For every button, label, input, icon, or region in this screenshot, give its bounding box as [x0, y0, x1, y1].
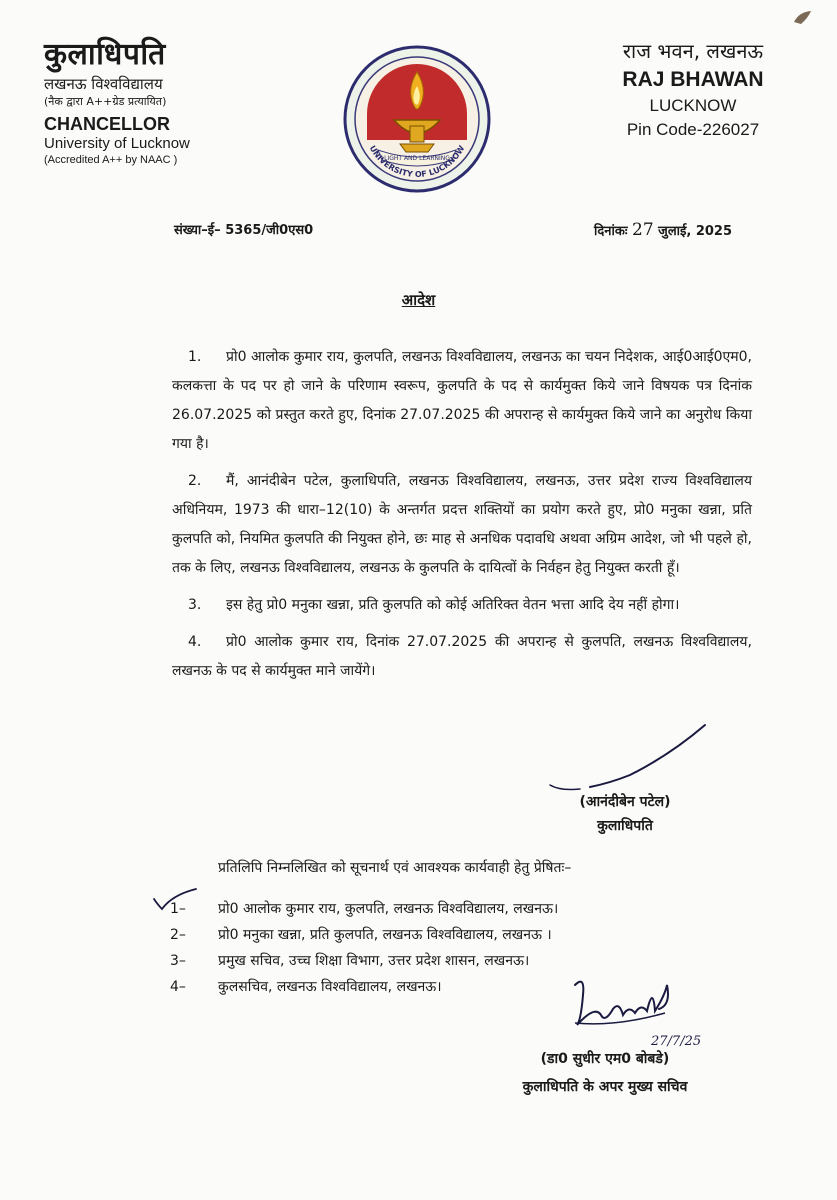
paragraph [172, 343, 752, 459]
paragraph-number: 3. [188, 597, 202, 613]
letterhead-left [44, 38, 224, 168]
list-item-text: प्रमुख सचिव, उच्च शिक्षा विभाग, उत्तर प्रदेश शासन, लखनऊ। [218, 953, 530, 969]
raj-bhawan-en: RAJ BHAWAN [622, 68, 764, 91]
list-item-number: 4– [170, 979, 186, 995]
list-item-text: प्रो0 आलोक कुमार राय, कुलपति, लखनऊ विश्वविद्यालय, लखनऊ। [218, 901, 559, 917]
paragraph [172, 628, 752, 686]
copy-list [170, 896, 558, 1000]
reference-date [594, 220, 732, 240]
date-day: 27 [632, 220, 654, 240]
order-body [172, 343, 752, 694]
accreditation-hi: (नैक द्वारा A++ग्रेड प्रत्यायित) [44, 95, 167, 108]
order-title: आदेश [401, 291, 436, 309]
pin-code: Pin Code-226027 [626, 120, 760, 139]
paragraph-text: इस हेतु प्रो0 मनुका खन्ना, प्रति कुलपति को कोई अतिरिक्त वेतन भत्ता आदि देय नहीं होगा। [226, 597, 680, 613]
date-month-year: जुलाई, 2025 [658, 224, 733, 239]
accreditation-en: (Accredited A++ by NAAC ) [44, 154, 178, 166]
paragraph [172, 467, 752, 583]
signatory-2-block [470, 1045, 740, 1101]
paragraph-text: प्रो0 आलोक कुमार राय, कुलपति, लखनऊ विश्वविद्यालय, लखनऊ का चयन निदेशक, आई0आई0एम0, कलकत्ता के पद पर हो जाने के परिणाम स्वरूप, कुलपति के पद से कार्यमुक्त किये जाने विषयक पत्र दिनांक 26.07.2025 को प्रस्तुत करते हुए, दिनांक 27.07.2025 की अपरान्ह से कार्यमुक्त किये जाने का अनुरोध किया गया है। [172, 349, 752, 452]
raj-bhawan-hi: राज भवन, लखनऊ [622, 39, 764, 63]
paragraph-number: 4. [188, 634, 202, 650]
emblem-ring-text: UNIVERSITY OF LUCKNOW [367, 143, 467, 180]
paragraph [172, 591, 752, 620]
copy-intro: प्रतिलिपि निम्नलिखित को सूचनार्थ एवं आवश्यक कार्यवाही हेतु प्रेषितः– [218, 860, 572, 876]
list-item-text: कुलसचिव, लखनऊ विश्वविद्यालय, लखनऊ। [218, 979, 442, 995]
paragraph-number: 2. [188, 473, 202, 489]
signatory-1-block [550, 790, 700, 838]
university-name-hi: लखनऊ विश्वविद्यालय [44, 75, 163, 93]
list-item [170, 922, 558, 948]
chancellor-title-en: CHANCELLOR [44, 114, 170, 134]
list-item [170, 948, 558, 974]
signatory-2-name: (डा0 सुधीर एम0 बोबडे) [540, 1051, 670, 1067]
date-label: दिनांकः [594, 224, 628, 239]
chancellor-title-hi: कुलाधिपति [44, 37, 166, 72]
reference-number: संख्या–ई– 5365/जी0एस0 [174, 223, 314, 238]
bird-icon [791, 8, 815, 32]
list-item-number: 1– [170, 901, 186, 917]
list-item-text: प्रो0 मनुका खन्ना, प्रति कुलपति, लखनऊ विश्वविद्यालय, लखनऊ । [218, 927, 552, 943]
paragraph-text: मैं, आनंदीबेन पटेल, कुलाधिपति, लखनऊ विश्वविद्यालय, लखनऊ, उत्तर प्रदेश राज्य विश्वविद्यालय अधिनियम, 1973 की धारा–12(10) के अन्तर्गत प्रदत्त शक्तियों का प्रयोग करते हुए, प्रो0 मनुका खन्ना, प्रति कुलपति को, नियमित कुलपति की नियुक्त होने, छः माह से अनधिक पदावधि अथवा अग्रिम आदेश, जो भी पहले हो, तक के लिए, लखनऊ विश्वविद्यालय, लखनऊ के कुलपति के दायित्वों के निर्वहन हेतु नियुक्त करती हूँ। [172, 473, 752, 576]
list-item [170, 896, 558, 922]
signatory-2-designation: कुलाधिपति के अपर मुख्य सचिव [522, 1079, 688, 1095]
letterhead-right [593, 38, 793, 142]
list-item [170, 974, 558, 1000]
paragraph-number: 1. [188, 349, 202, 365]
signatory-1-name: (आनंदीबेन पटेल) [579, 794, 671, 810]
university-emblem [342, 44, 492, 194]
list-item-number: 2– [170, 927, 186, 943]
paragraph-text: प्रो0 आलोक कुमार राय, दिनांक 27.07.2025 की अपरान्ह से कुलपति, लखनऊ विश्वविद्यालय, लखनऊ के पद से कार्यमुक्त माने जायेंगे। [172, 634, 752, 679]
emblem-ribbon-text: LIGHT AND LEARNING [384, 155, 450, 162]
signature-date: 27/7/25 [651, 1034, 702, 1049]
list-item-number: 3– [170, 953, 186, 969]
signature-sudhir-bobde [555, 965, 725, 1055]
university-name-en: University of Lucknow [44, 135, 190, 152]
city-en: LUCKNOW [649, 96, 737, 115]
signatory-1-designation: कुलाधिपति [597, 818, 653, 834]
